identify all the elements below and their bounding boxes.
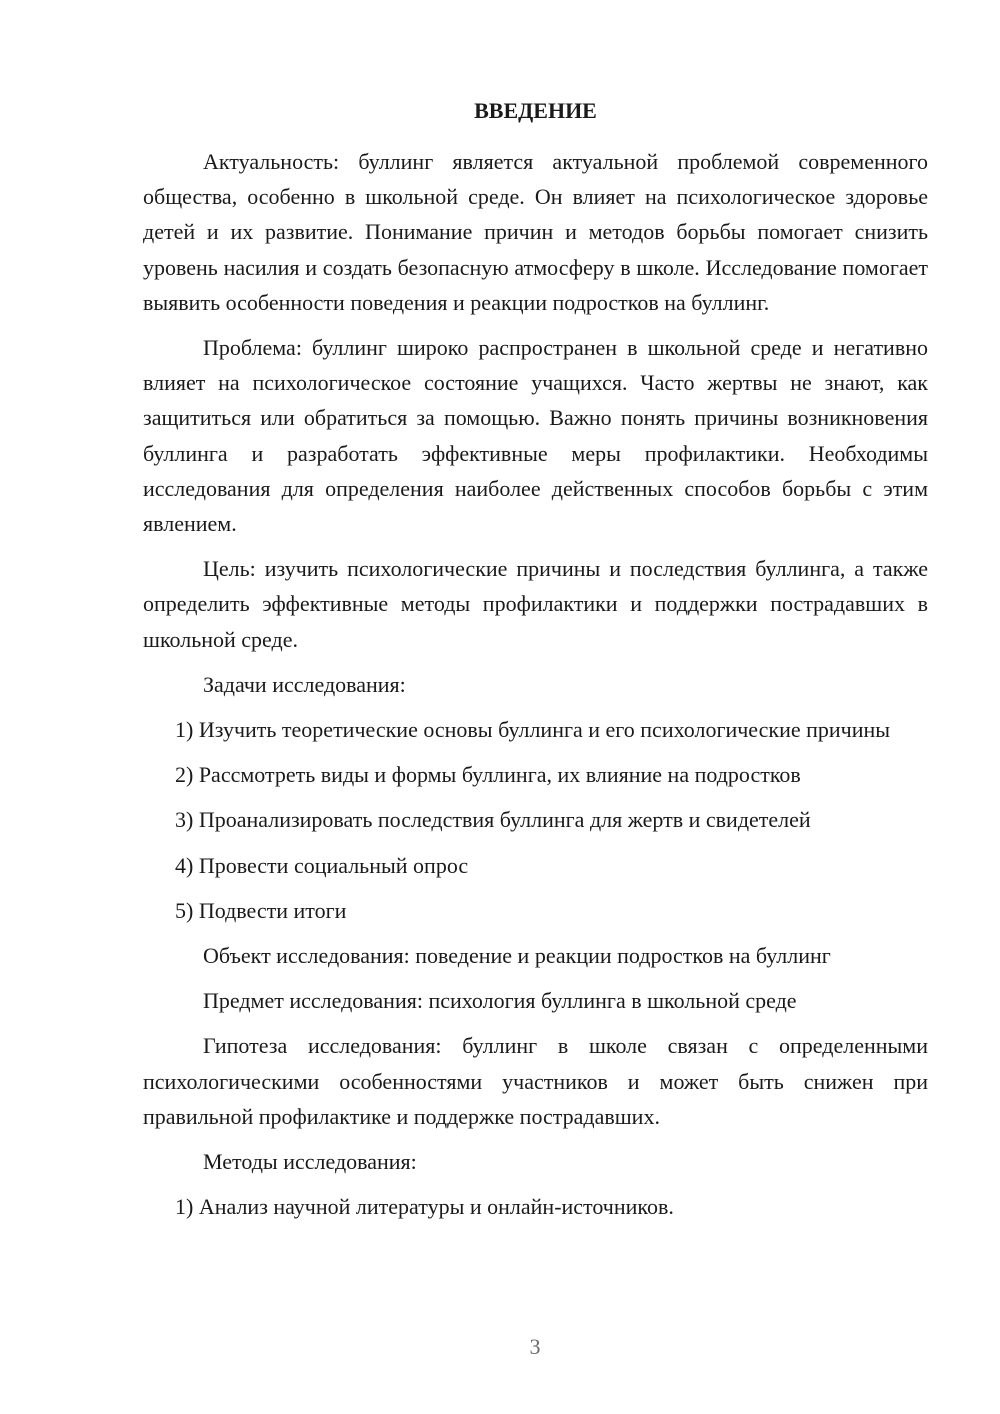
task-item: 4) Провести социальный опрос	[175, 852, 469, 878]
task-item: 3) Проанализировать последствия буллинга для жертв и свидетелей	[175, 807, 811, 833]
hypothesis-paragraph: Гипотеза исследования: буллинг в школе связан с определенными психологическими особенностями участников и может быть снижен при правильной профилактике и поддержке пострадавших.	[143, 1033, 928, 1129]
document-page	[143, 96, 928, 1234]
subject-paragraph: Предмет исследования: психология буллинга в школьной среде	[203, 988, 797, 1014]
page-number: 3	[529, 1334, 541, 1359]
problem-paragraph: Проблема: буллинг широко распространен в школьной среде и негативно влияет на психологическое состояние учащихся. Часто жертвы не знают, как защититься или обратиться за помощью. Важно понять причины возникновения буллинга и разработать эффективные меры профилактики. Необходимы исследования для определения наиболее действенных способов борьбы с этим явлением.	[143, 335, 928, 537]
goal-paragraph: Цель: изучить психологические причины и последствия буллинга, а также определить эффективные методы профилактики и поддержки пострадавших в школьной среде.	[143, 556, 928, 652]
task-item: 2) Рассмотреть виды и формы буллинга, их влияние на подростков	[175, 762, 801, 788]
object-paragraph: Объект исследования: поведение и реакции подростков на буллинг	[203, 943, 831, 969]
task-item: 5) Подвести итоги	[175, 897, 347, 923]
tasks-heading: Задачи исследования:	[203, 671, 406, 697]
relevance-paragraph: Актуальность: буллинг является актуальной проблемой современного общества, особенно в школьной среде. Он влияет на психологическое здоровье детей и их развитие. Понимание причин и методов борьбы помогает снизить уровень насилия и создать безопасную атмосферу в школе. Исследование помогает выявить особенности поведения и реакции подростков на буллинг.	[143, 149, 928, 315]
task-item: 1) Изучить теоретические основы буллинга и его психологические причины	[175, 717, 891, 743]
page-title: ВВЕДЕНИЕ	[474, 98, 597, 123]
method-item: 1) Анализ научной литературы и онлайн-источников.	[175, 1194, 674, 1220]
methods-heading: Методы исследования:	[203, 1149, 417, 1175]
